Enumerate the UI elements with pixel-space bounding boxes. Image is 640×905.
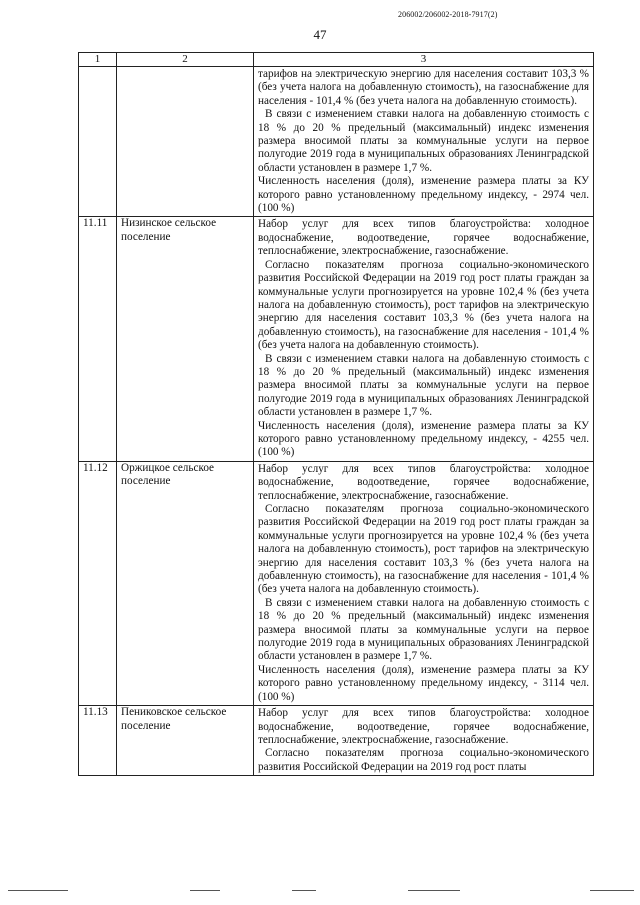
row-number: 11.13	[79, 706, 117, 776]
row-number: 11.12	[79, 461, 117, 705]
paragraph: Набор услуг для всех типов благоустройства: холодное водоснабжение, водоотведение, горячее водоснабжение, теплоснабжение, электроснабжение, газоснабжение.	[258, 218, 589, 258]
paragraph: Численность населения (доля), изменение размера платы за КУ которого равно установленному предельному индексу, - 4255 чел. (100 %)	[258, 419, 589, 459]
row-name-cell	[117, 67, 254, 217]
paragraph: В связи с изменением ставки налога на добавленную стоимость с 18 % до 20 % предельный (максимальный) индекс изменения размера вносимой платы за коммунальные услуги на первое полугодие 2019 года в муниципальных образованиях Ленинградской области установлен в размере 1,7 %.	[258, 352, 589, 419]
page-number: 47	[313, 27, 327, 42]
paragraph: Набор услуг для всех типов благоустройства: холодное водоснабжение, водоотведение, горячее водоснабжение, теплоснабжение, электроснабжение, газоснабжение.	[258, 462, 589, 502]
paragraph: В связи с изменением ставки налога на добавленную стоимость с 18 % до 20 % предельный (максимальный) индекс изменения размера вносимой платы за коммунальные услуги на первое полугодие 2019 года в муниципальных образованиях Ленинградской области установлен в размере 1,7 %.	[258, 596, 589, 663]
table-row	[79, 461, 594, 705]
paragraph: Согласно показателям прогноза социально-экономического развития Российской Федерации на 2019 год рост платы граждан за коммунальные услуги прогнозируется на уровне 102,4 % (без учета налога на добавленную стоимость), рост тарифов на электрическую энергию для населения составит 103,3 % (без учета налога на добавленную стоимость), на газоснабжение для населения - 101,4 % (без учета налога на добавленную стоимость).	[258, 503, 589, 596]
scan-edge-marks	[0, 890, 640, 900]
column-header-3: 3	[254, 53, 594, 67]
table-row	[79, 706, 594, 776]
paragraph: Численность населения (доля), изменение размера платы за КУ которого равно установленному предельному индексу, - 3114 чел. (100 %)	[258, 663, 589, 703]
table-header-row	[79, 53, 594, 67]
row-number: 11.11	[79, 217, 117, 461]
row-text-cell	[254, 706, 594, 776]
data-table	[78, 52, 594, 776]
row-text-cell	[254, 461, 594, 705]
paragraph: тарифов на электрическую энергию для населения составит 103,3 % (без учета налога на добавленную стоимость), на газоснабжение для населения - 101,4 % (без учета налога на добавленную стоимость).	[258, 68, 589, 107]
paragraph: Согласно показателям прогноза социально-экономического развития Российской Федерации на 2019 год рост платы граждан за коммунальные услуги прогнозируется на уровне 102,4 % (без учета налога на добавленную стоимость), рост тарифов на электрическую энергию для населения составит 103,3 % (без учета налога на добавленную стоимость), на газоснабжение для населения - 101,4 % (без учета налога на добавленную стоимость).	[258, 258, 589, 352]
table-row	[79, 217, 594, 461]
paragraph: Численность населения (доля), изменение размера платы за КУ которого равно установленному предельному индексу, - 2974 чел. (100 %)	[258, 175, 589, 215]
table-row-continuation	[79, 67, 594, 217]
column-header-2: 2	[117, 53, 254, 67]
paragraph: Согласно показателям прогноза социально-экономического развития Российской Федерации на 2019 год рост платы	[258, 747, 589, 773]
row-text-cell	[254, 67, 594, 217]
row-text-cell	[254, 217, 594, 461]
column-header-1: 1	[79, 53, 117, 67]
paragraph: Набор услуг для всех типов благоустройства: холодное водоснабжение, водоотведение, горячее водоснабжение, теплоснабжение, электроснабжение, газоснабжение.	[258, 707, 589, 746]
row-number-cell	[79, 67, 117, 217]
row-name: Низинское сельское поселение	[117, 217, 254, 461]
row-name: Оржицкое сельское поселение	[117, 461, 254, 705]
paragraph: В связи с изменением ставки налога на добавленную стоимость с 18 % до 20 % предельный (максимальный) индекс изменения размера вносимой платы за коммунальные услуги на первое полугодие 2019 года в муниципальных образованиях Ленинградской области установлен в размере 1,7 %.	[258, 108, 589, 174]
row-name: Пениковское сельское поселение	[117, 706, 254, 776]
document-id: 206002/206002-2018-7917(2)	[398, 10, 498, 19]
